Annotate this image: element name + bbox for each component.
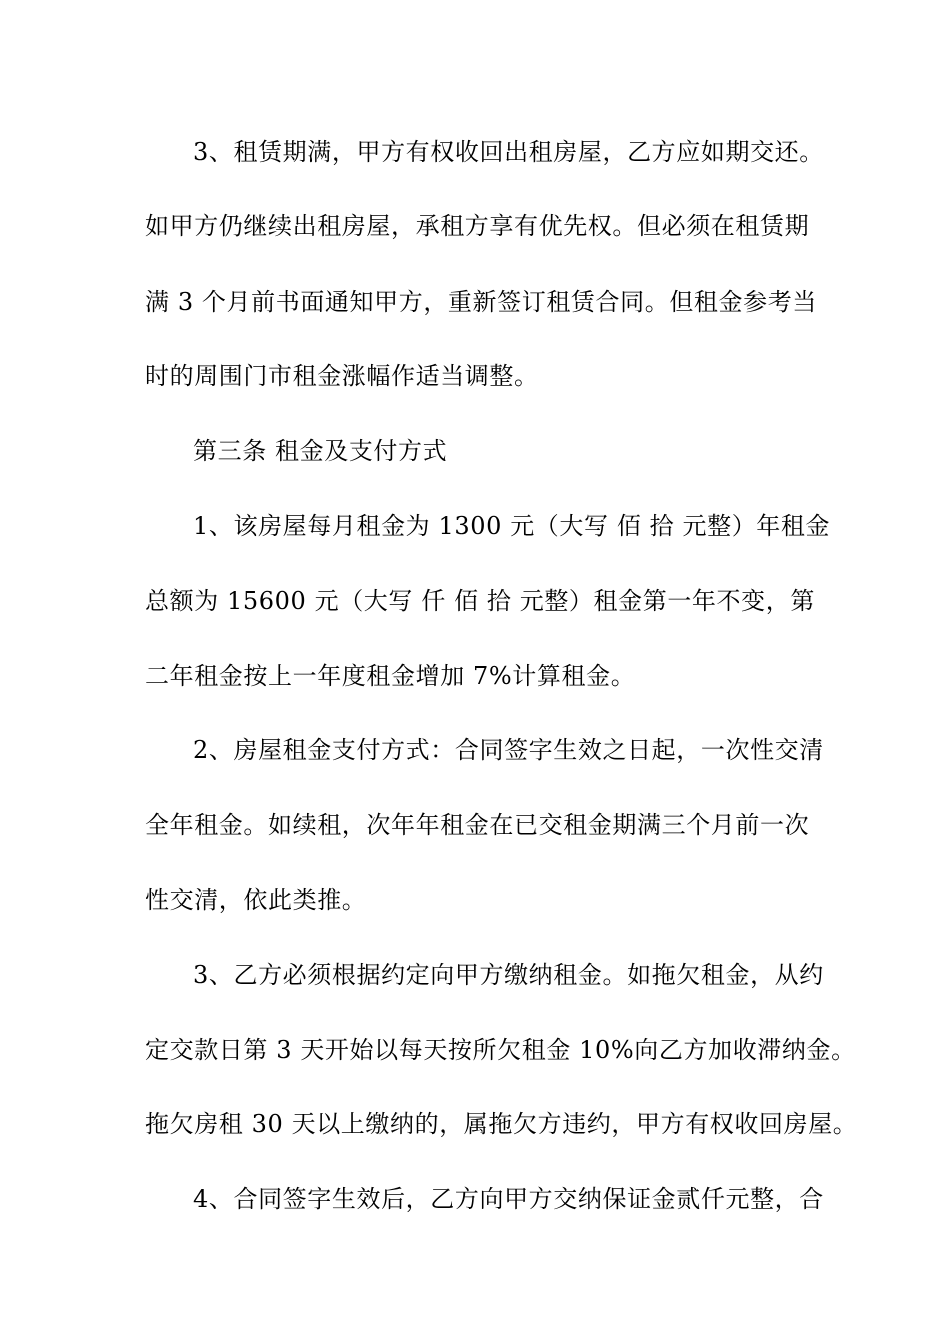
section-heading: 第三条 租金及支付方式: [193, 437, 448, 465]
text-line: 满 3 个月前书面通知甲方，重新签订租赁合同。但租金参考当: [145, 288, 817, 316]
text-line: 总额为 15600 元（大写 仟 佰 拾 元整）租金第一年不变，第: [145, 587, 815, 615]
text-line: 1、该房屋每月租金为 1300 元（大写 佰 拾 元整）年租金: [193, 512, 831, 540]
text-line: 3、乙方必须根据约定向甲方缴纳租金。如拖欠租金，从约: [193, 961, 824, 989]
text-line: 时的周围门市租金涨幅作适当调整。: [145, 362, 539, 390]
text-line: 4、合同签字生效后，乙方向甲方交纳保证金贰仟元整，合: [193, 1185, 824, 1213]
text-line: 拖欠房租 30 天以上缴纳的，属拖欠方违约，甲方有权收回房屋。: [145, 1110, 858, 1138]
text-line: 性交清，依此类推。: [145, 886, 367, 914]
text-line: 全年租金。如续租，次年年租金在已交租金期满三个月前一次: [145, 811, 810, 839]
text-line: 二年租金按上一年度租金增加 7%计算租金。: [145, 662, 636, 690]
text-line: 2、房屋租金支付方式：合同签字生效之日起，一次性交清: [193, 736, 824, 764]
text-line: 定交款日第 3 天开始以每天按所欠租金 10%向乙方加收滞纳金。: [145, 1036, 856, 1064]
text-line: 3、租赁期满，甲方有权收回出租房屋，乙方应如期交还。: [193, 138, 824, 166]
text-line: 如甲方仍继续出租房屋，承租方享有优先权。但必须在租赁期: [145, 212, 810, 240]
